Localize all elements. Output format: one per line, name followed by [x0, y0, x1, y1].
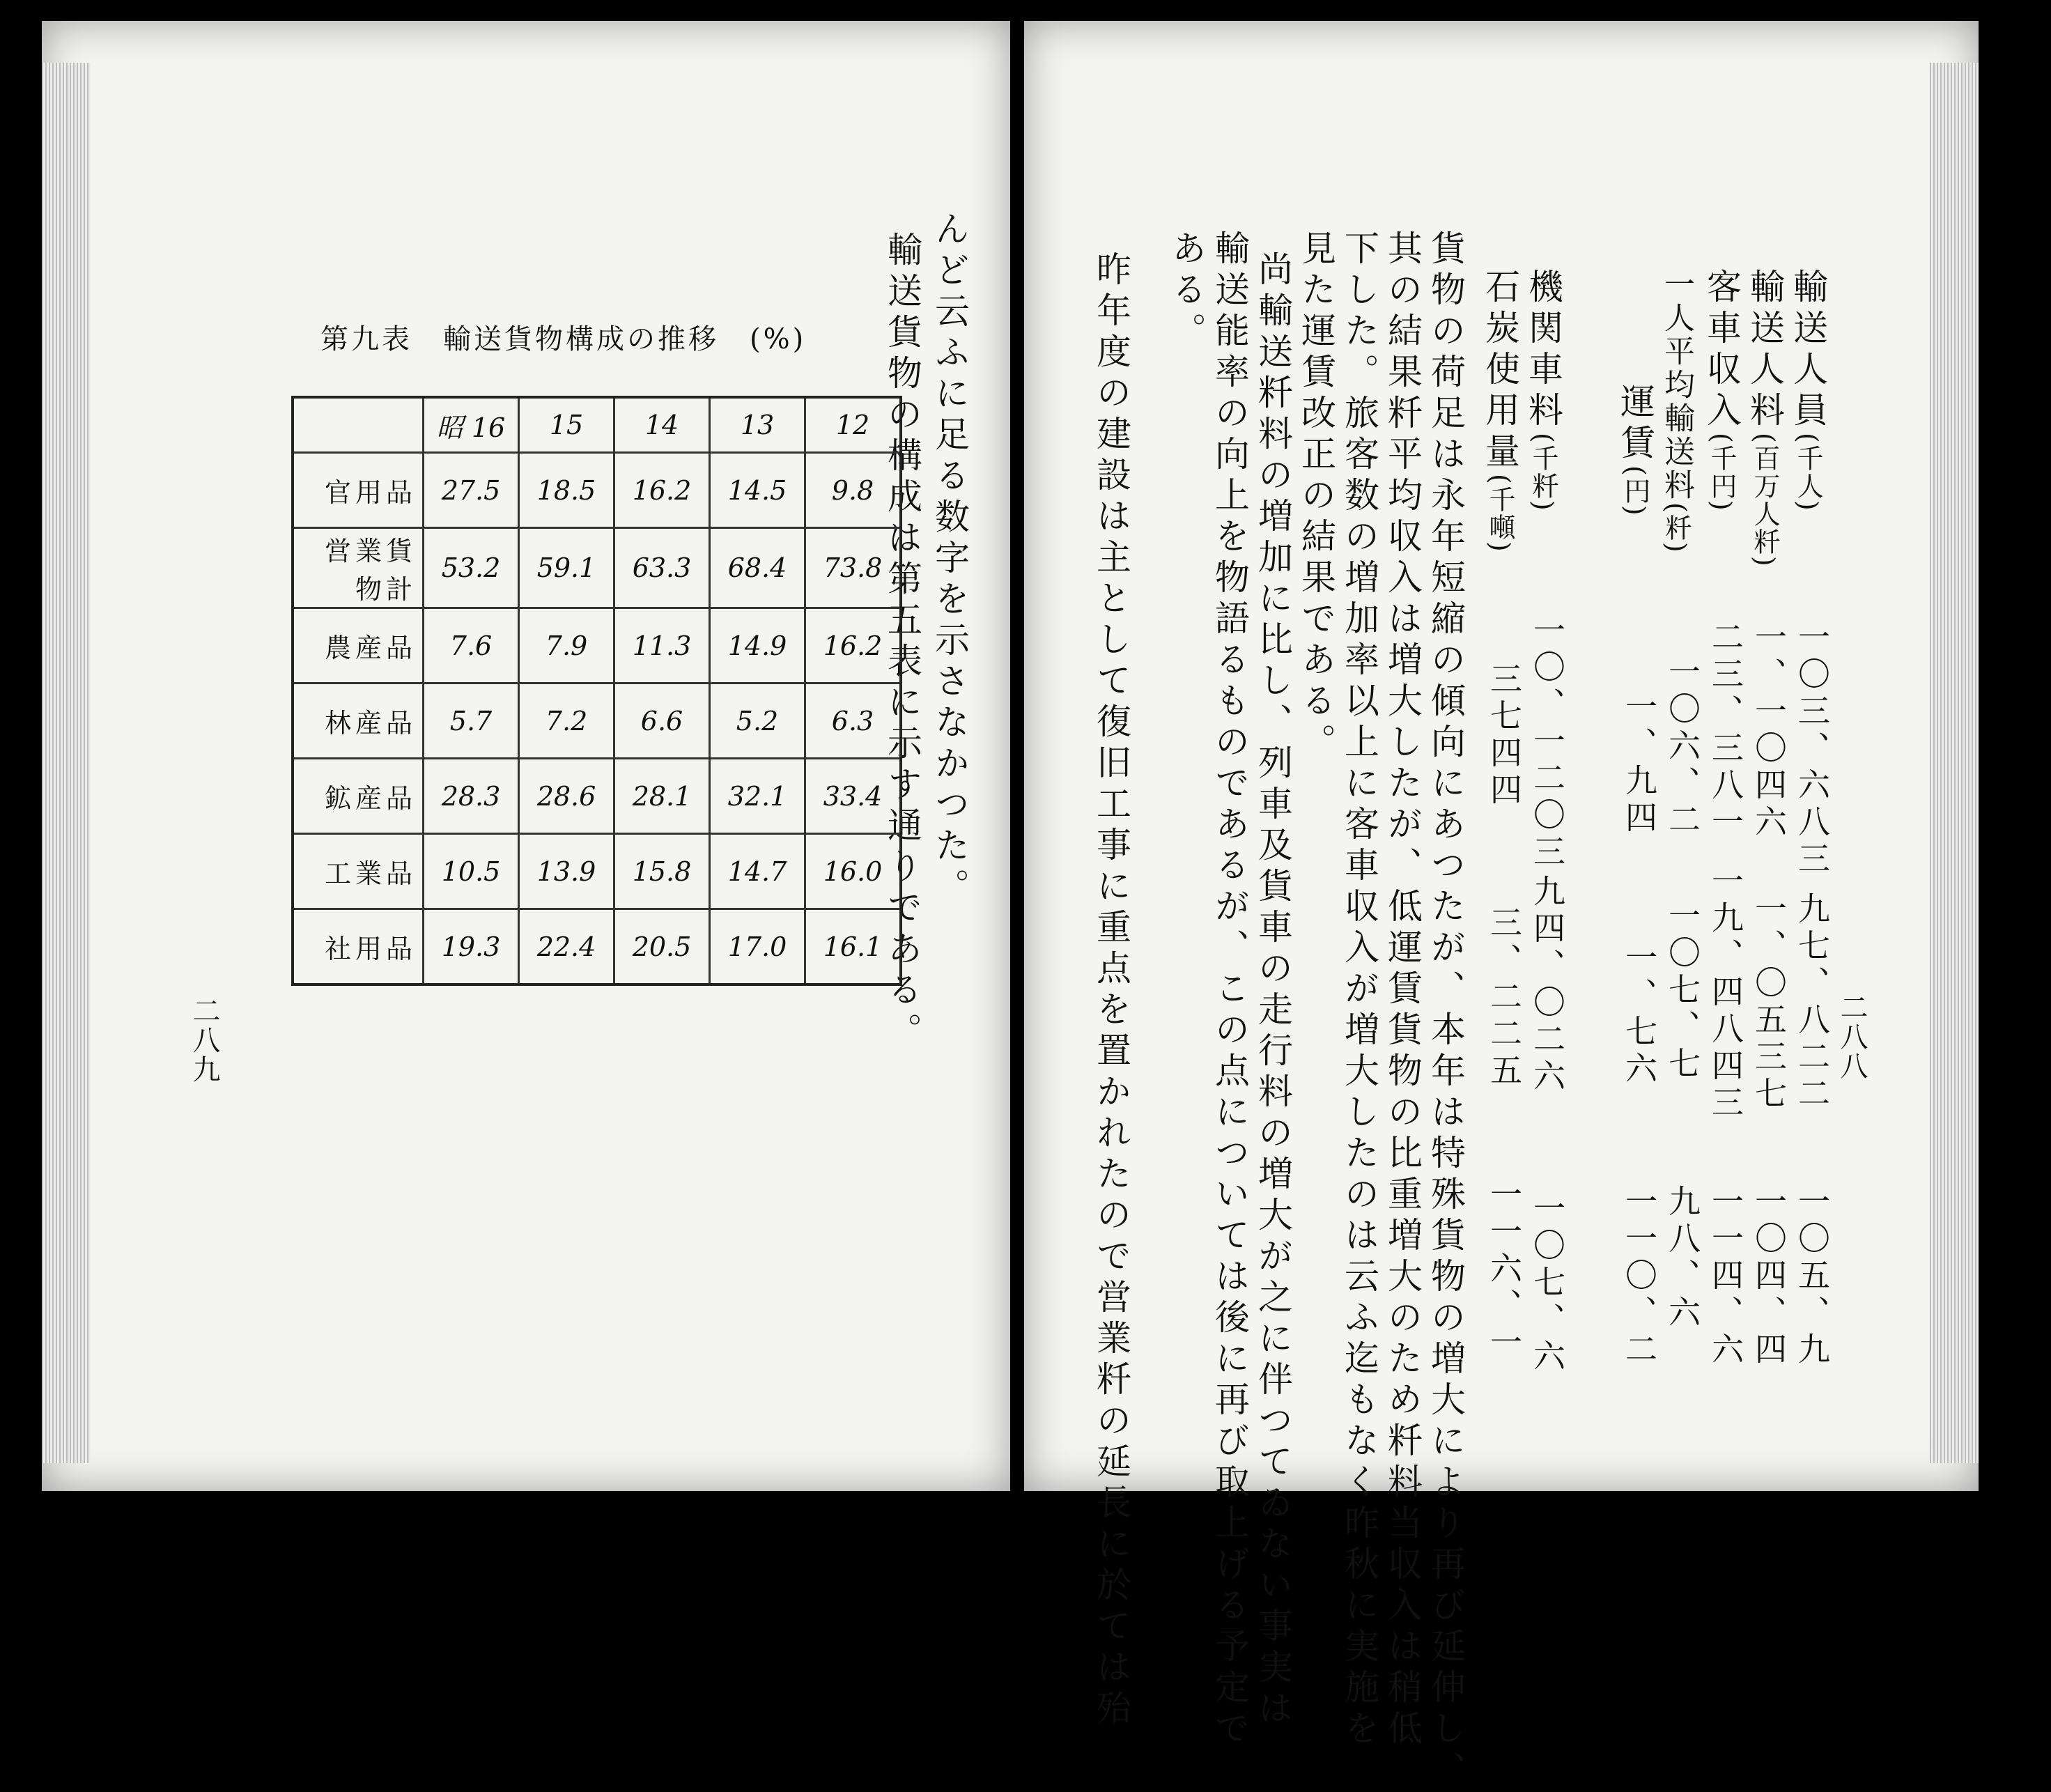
table-cell: 16.2: [805, 608, 901, 683]
table-row: [293, 453, 901, 528]
row-label: 官用品: [293, 453, 424, 528]
stat-value: 三、二二五: [1485, 906, 1523, 1090]
table-header-cell: 12: [805, 397, 901, 453]
table-cell: 16.0: [805, 834, 901, 909]
stat-value: 一九、四八四三: [1707, 864, 1744, 1122]
table-cell: 22.4: [519, 909, 614, 985]
stat-value: 一〇六、二: [1664, 655, 1701, 840]
text-line: 輸送能率の向上を物語るものであるが、この点については後に再び取上げる予定で: [1209, 230, 1250, 1751]
row-label: 農産品: [293, 608, 424, 683]
table-cell: 6.3: [805, 683, 901, 759]
book-gutter: [1010, 0, 1024, 1516]
stat-value: 一〇、一二〇三: [1528, 613, 1566, 872]
table-cell: 16.2: [614, 453, 710, 528]
table-row: [293, 683, 901, 759]
table-header-cell: [293, 397, 424, 453]
text-line: 其の結果粁平均収入は増大したが、低運賃貨物の比重増大のため粁料当収入は稍低: [1382, 230, 1423, 1751]
table-cell: 73.8: [805, 528, 901, 608]
left-page: [42, 21, 1010, 1491]
stat-value: 三七四四: [1485, 662, 1523, 810]
table-cell: 10.5: [424, 834, 519, 909]
table-row: [293, 909, 901, 985]
table-cell: 14.5: [710, 453, 805, 528]
table-cell: 63.3: [614, 528, 710, 608]
row-label: 鉱産品: [293, 759, 424, 834]
row-label: 営業貨物計: [293, 528, 424, 608]
table-cell: 68.4: [710, 528, 805, 608]
stat-value: 一、九四: [1620, 690, 1658, 837]
table-cell: 7.6: [424, 608, 519, 683]
stat-value: 一、一〇四六: [1750, 620, 1788, 842]
stat-value: 九四、〇二六: [1528, 874, 1566, 1096]
stat-value: 一一六、一: [1485, 1177, 1523, 1362]
text-line: 見た運賃改正の結果である。: [1296, 230, 1336, 764]
stat-value: 一〇五、九: [1793, 1184, 1831, 1369]
table-cell: 13.9: [519, 834, 614, 909]
table-cell: 15.8: [614, 834, 710, 909]
table-cell: 18.5: [519, 453, 614, 528]
table-cell: 33.4: [805, 759, 901, 834]
table-header-cell: 15: [519, 397, 614, 453]
stat-label: 運賃(円): [1615, 383, 1655, 517]
goods-composition-table: [291, 396, 902, 986]
stat-value: 一一〇、二: [1620, 1184, 1658, 1369]
right-page: [1024, 21, 1979, 1792]
stat-label: 客車収入(千円): [1701, 268, 1742, 512]
table-cell: 7.9: [519, 608, 614, 683]
table-cell: 11.3: [614, 608, 710, 683]
text-line: 輸送貨物の構成は第五表に示す通りである。: [882, 231, 922, 1053]
table-cell: 7.2: [519, 683, 614, 759]
table-cell: 14.7: [710, 834, 805, 909]
table-cell: 6.6: [614, 683, 710, 759]
table-cell: 14.9: [710, 608, 805, 683]
row-label: 林産品: [293, 683, 424, 759]
table-cell: 28.3: [424, 759, 519, 834]
table-cell: 16.1: [805, 909, 901, 985]
table-cell: 17.0: [710, 909, 805, 985]
table-header-row: [293, 397, 901, 453]
table-row: [293, 834, 901, 909]
text-line: ある。: [1166, 230, 1207, 353]
table-cell: 20.5: [614, 909, 710, 985]
stat-label: 石炭使用量(千噸): [1480, 268, 1520, 553]
table-header-cell: 14: [614, 397, 710, 453]
stat-value: 一、〇五三七: [1750, 892, 1788, 1113]
stat-label: 輸送人料(百万人粁): [1744, 268, 1785, 568]
table-caption: 第九表 輸送貨物構成の推移 (%): [320, 323, 807, 355]
row-label: 工業品: [293, 834, 424, 909]
table-cell: 32.1: [710, 759, 805, 834]
page-edge: [42, 63, 91, 1463]
page-edge: [1930, 63, 1979, 1463]
table-row: [293, 528, 901, 608]
table-row: [293, 608, 901, 683]
table-cell: 5.2: [710, 683, 805, 759]
stat-value: 一〇七、七: [1664, 899, 1701, 1083]
stat-value: 一〇三、六八三: [1793, 620, 1831, 879]
table-row: [293, 759, 901, 834]
page-number: 二八八: [1836, 993, 1868, 1081]
table-cell: 28.1: [614, 759, 710, 834]
text-line: んど云ふに足る数字を示さなかつた。: [929, 210, 970, 909]
table-cell: 9.8: [805, 453, 901, 528]
stat-value: 九八、六: [1664, 1184, 1701, 1332]
stat-value: 一一四、六: [1707, 1184, 1744, 1369]
table-cell: 27.5: [424, 453, 519, 528]
stat-value: 二三、三八一: [1707, 620, 1744, 842]
stat-value: 一、七六: [1620, 941, 1658, 1088]
stat-label: 輸送人員(千人): [1788, 268, 1828, 512]
text-line: 貨物の荷足は永年短縮の傾向にあつたが、本年は特殊貨物の増大により再び延伸し、: [1425, 230, 1466, 1792]
table-header-cell: 昭 16: [424, 397, 519, 453]
stat-value: 九七、八二二: [1793, 892, 1831, 1113]
table-cell: 28.6: [519, 759, 614, 834]
row-label: 社用品: [293, 909, 424, 985]
page-number: 二八九: [188, 996, 220, 1084]
table-cell: 53.2: [424, 528, 519, 608]
text-line: 尚輸送粁料の増加に比し、列車及貨車の走行料の増大が之に伴つてゐない事実は: [1253, 251, 1293, 1731]
stat-value: 一〇四、四: [1750, 1184, 1788, 1369]
text-line: 下した。旅客数の増加率以上に客車収入が増大したのは云ふ迄もなく昨秋に実施を: [1339, 230, 1379, 1751]
table-cell: 5.7: [424, 683, 519, 759]
stat-value: 一〇七、六: [1528, 1191, 1566, 1376]
table-header-cell: 13: [710, 397, 805, 453]
table-cell: 59.1: [519, 528, 614, 608]
stat-label: 一人平均輸送料(粁): [1659, 268, 1694, 554]
table-cell: 19.3: [424, 909, 519, 985]
stat-label: 機関車料(千粁): [1523, 268, 1563, 512]
text-line: 昨年度の建設は主として復旧工事に重点を置かれたので営業粁の延長に於ては殆: [1091, 251, 1131, 1731]
